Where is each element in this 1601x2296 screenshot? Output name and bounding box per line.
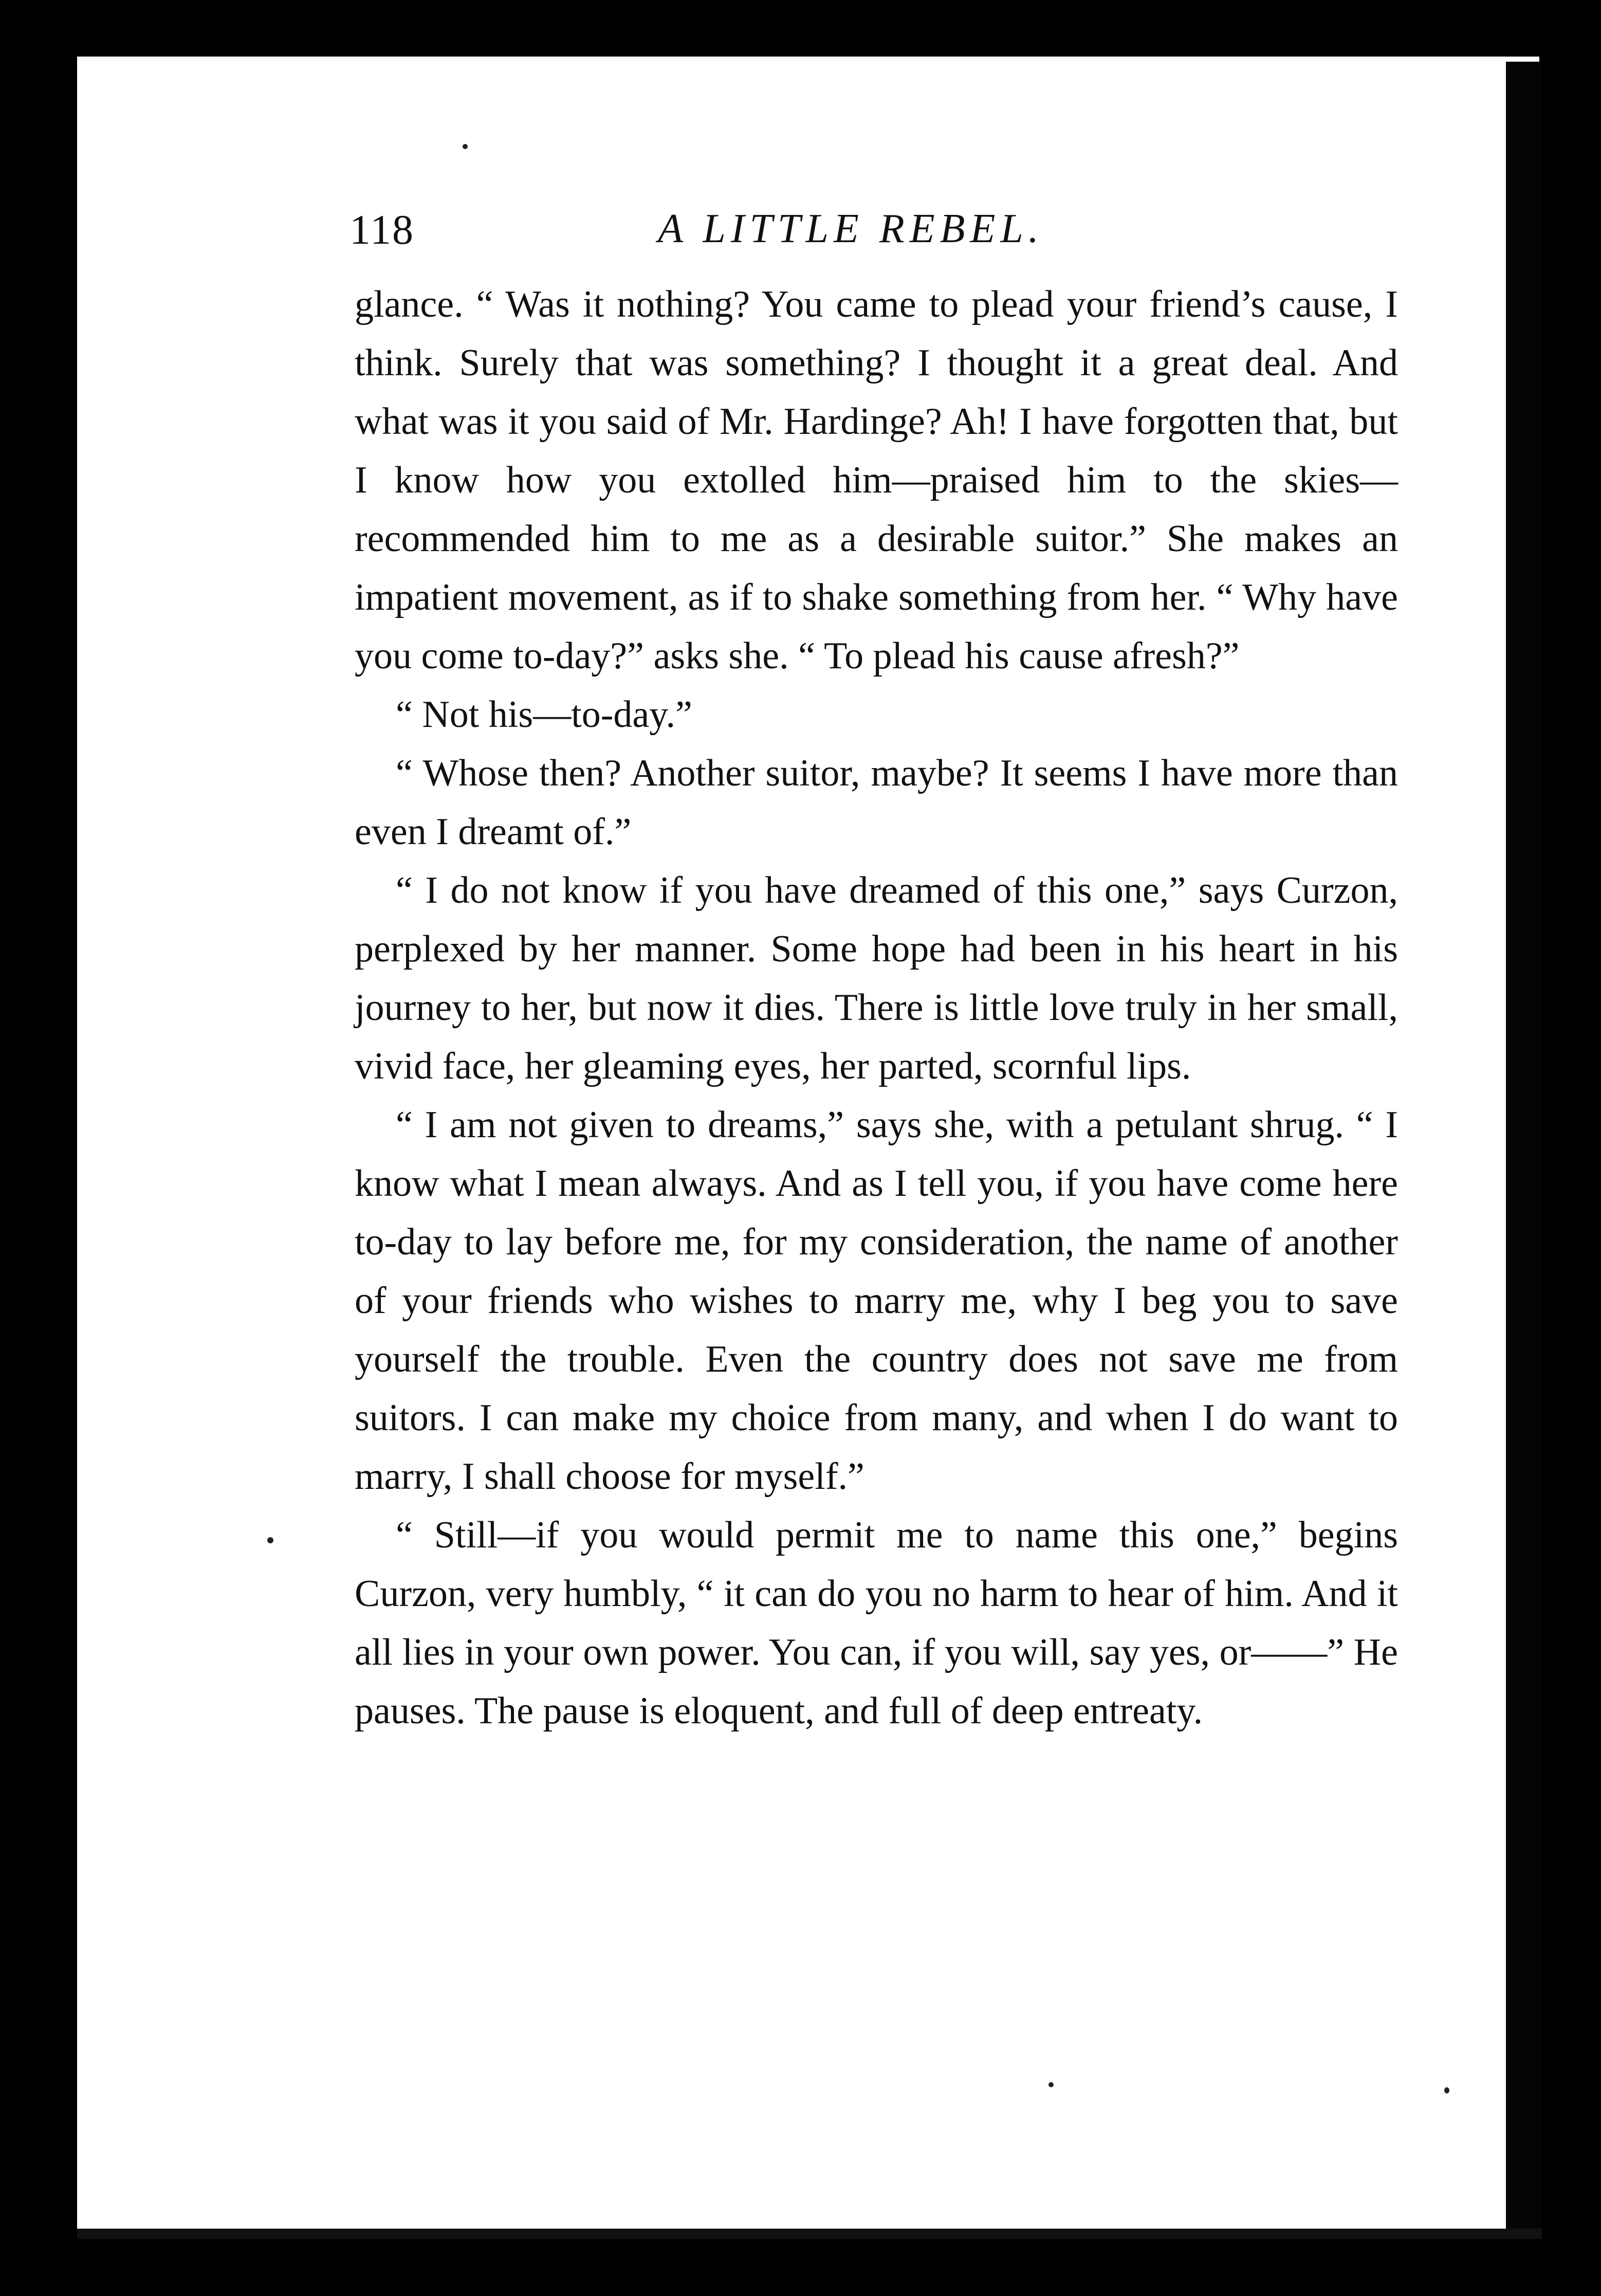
paragraph: “ Whose then? Another suitor, maybe? It seems I have more than even I dreamt of.” bbox=[355, 752, 1398, 853]
page-bottom-edge bbox=[77, 2229, 1542, 2239]
scan-speck bbox=[1444, 2087, 1449, 2093]
paragraph: “ I am not given to dreams,” says she, with a petulant shrug. “ I know what I mean always. And as I tell you, if you have come here to-day to lay before me, for my consideration, the name of another of your friends who wishes to marry me, why I beg you to save yourself the trouble. Even the country does not save me from suitors. I can make my choice from many, and when I do want to marry, I shall choose for myself.” bbox=[355, 1104, 1398, 1498]
page-number: 118 bbox=[349, 206, 414, 253]
body-text bbox=[355, 275, 1398, 1740]
scan-speck bbox=[463, 144, 468, 149]
scan-speck bbox=[267, 1537, 273, 1543]
page-edge-shadow bbox=[1506, 62, 1542, 2236]
paragraph: “ I do not know if you have dreamed of this one,” says Curzon, perplexed by her manner. Some hope had been in his heart in his journey to her, but now it dies. There is little love truly in her small, vivid face, her gleaming eyes, her parted, scornful lips. bbox=[355, 869, 1398, 1087]
paragraph: glance. “ Was it nothing? You came to plead your friend’s cause, I think. Surely that was something? I thought it a great deal. And what was it you said of Mr. Hardinge? Ah! I have forgotten that, but I know how you extolled him—praised him to the skies—recommended him to me as a desirable suitor.” She makes an impatient movement, as if to shake something from her. “ Why have you come to-day?” asks she. “ To plead his cause afresh?” bbox=[355, 283, 1398, 677]
paragraph: “ Not his—to-day.” bbox=[396, 694, 692, 736]
running-title: A LITTLE REBEL. bbox=[658, 206, 1044, 251]
scan-speck bbox=[1048, 2082, 1054, 2087]
paragraph: “ Still—if you would permit me to name this one,” begins Curzon, very humbly, “ it can do you no harm to hear of him. And it all lies in your own power. You can, if you will, say yes, or——” He pauses. The pause is eloquent, and full of deep entreaty. bbox=[355, 1514, 1398, 1732]
page-header bbox=[349, 206, 1408, 267]
